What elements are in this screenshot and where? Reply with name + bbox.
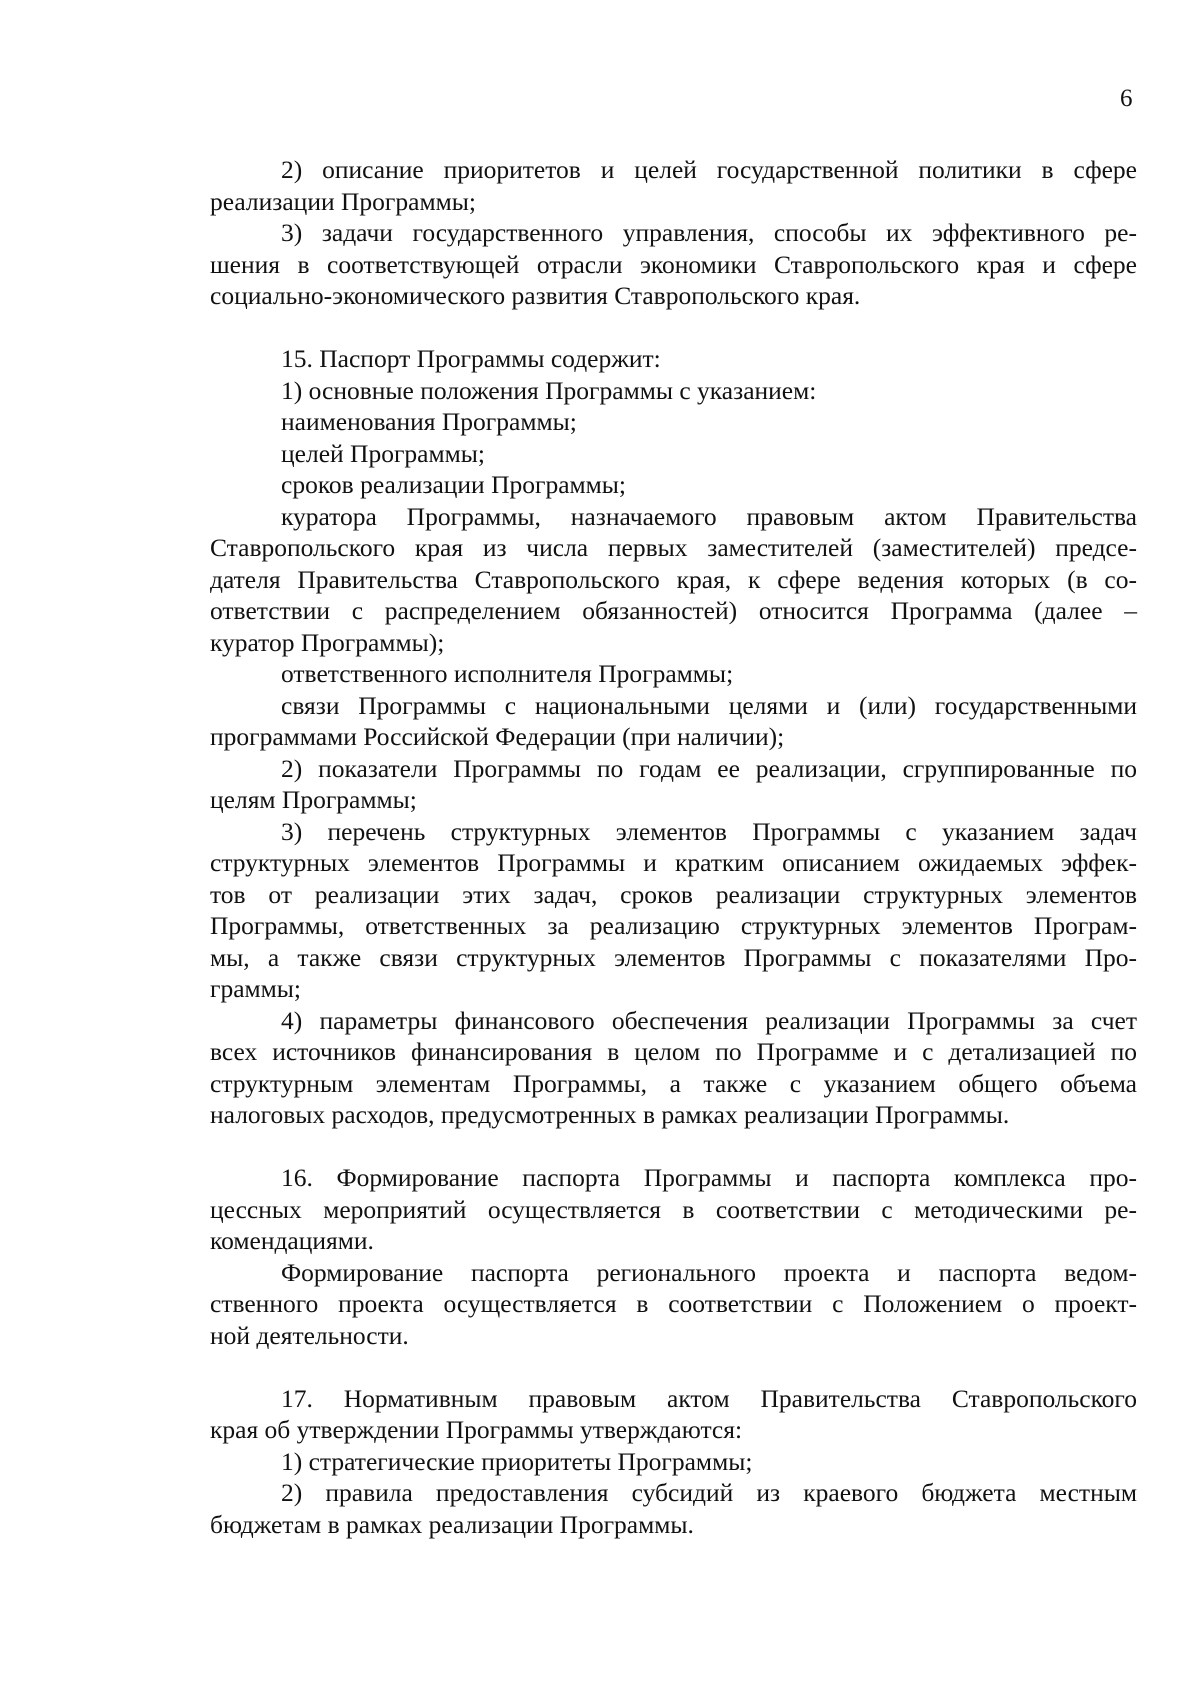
text-line: тов от реализации этих задач, сроков реализации структурных элементов — [210, 879, 1137, 909]
text-line: 2) описание приоритетов и целей государственной политики в сфере — [281, 155, 1137, 184]
page-number: 6 — [1120, 85, 1133, 112]
section-heading-17: 17. Нормативным правовым актом Правительства Ставропольского — [281, 1383, 1137, 1413]
paragraph-gap — [210, 1131, 1137, 1163]
text-line: комендациями. — [210, 1226, 374, 1255]
text-line: 1) стратегические приоритеты Программы; — [281, 1446, 753, 1476]
text-line: 3) задачи государственного управления, способы их эффективного ре- — [281, 218, 1137, 247]
text-line: налоговых расходов, предусмотренных в рамках реализации Программы. — [210, 1100, 1010, 1129]
text-line: программами Российской Федерации (при наличии); — [210, 722, 785, 751]
text-line: Программы, ответственных за реализацию структурных элементов Програм- — [210, 911, 1137, 940]
text-line: ответственного исполнителя Программы; — [281, 659, 734, 688]
text-line: 3) перечень структурных элементов Программы с указанием задач — [281, 816, 1137, 846]
paragraph-gap — [210, 1351, 1137, 1383]
text-line: наименования Программы; — [281, 407, 577, 436]
text-line: целям Программы; — [210, 785, 417, 814]
text-line: всех источников финансирования в целом по Программе и с детализацией по — [210, 1037, 1137, 1066]
text-line: Формирование паспорта регионального проекта и паспорта ведом- — [281, 1257, 1137, 1287]
text-line: структурным элементам Программы, а также с указанием общего объема — [210, 1068, 1137, 1098]
text-line: куратор Программы); — [210, 627, 445, 657]
text-line: ственного проекта осуществляется в соответствии с Положением о проект- — [210, 1289, 1137, 1318]
text-line: социально-экономического развития Ставропольского края. — [210, 281, 861, 310]
text-line: куратора Программы, назначаемого правовым актом Правительства — [281, 501, 1137, 531]
text-line: 2) правила предоставления субсидий из краевого бюджета местным — [281, 1478, 1137, 1507]
text-line: мы, а также связи структурных элементов Программы с показателями Про- — [210, 942, 1137, 972]
text-line: связи Программы с национальными целями и (или) государственными — [281, 690, 1137, 720]
text-line: целей Программы; — [281, 438, 485, 468]
section-heading-15: 15. Паспорт Программы содержит: — [281, 344, 661, 373]
document-body — [210, 154, 1137, 1540]
text-line: 2) показатели Программы по годам ее реализации, сгруппированные по — [281, 753, 1137, 783]
text-line: ответствии с распределением обязанностей) относится Программа (далее – — [210, 596, 1137, 625]
text-line: сроков реализации Программы; — [281, 470, 627, 499]
text-line: 4) параметры финансового обеспечения реализации Программы за счет — [281, 1005, 1137, 1035]
text-line: 1) основные положения Программы с указанием: — [281, 375, 817, 405]
text-line: цессных мероприятий осуществляется в соответствии с методическими ре- — [210, 1194, 1137, 1224]
text-line: структурных элементов Программы и кратким описанием ожидаемых эффек- — [210, 848, 1137, 877]
text-line: края об утверждении Программы утверждаются: — [210, 1415, 743, 1444]
text-line: граммы; — [210, 974, 302, 1003]
text-line: ной деятельности. — [210, 1320, 409, 1350]
text-line: реализации Программы; — [210, 186, 476, 216]
paragraph-gap — [210, 312, 1137, 344]
text-line: дателя Правительства Ставропольского края, к сфере ведения которых (в со- — [210, 564, 1137, 594]
text-line: Ставропольского края из числа первых заместителей (заместителей) предсе- — [210, 533, 1137, 562]
text-line: шения в соответствующей отрасли экономики Ставропольского края и сфере — [210, 249, 1137, 279]
text-line: бюджетам в рамках реализации Программы. — [210, 1509, 694, 1539]
section-heading-16: 16. Формирование паспорта Программы и паспорта комплекса про- — [281, 1163, 1137, 1192]
